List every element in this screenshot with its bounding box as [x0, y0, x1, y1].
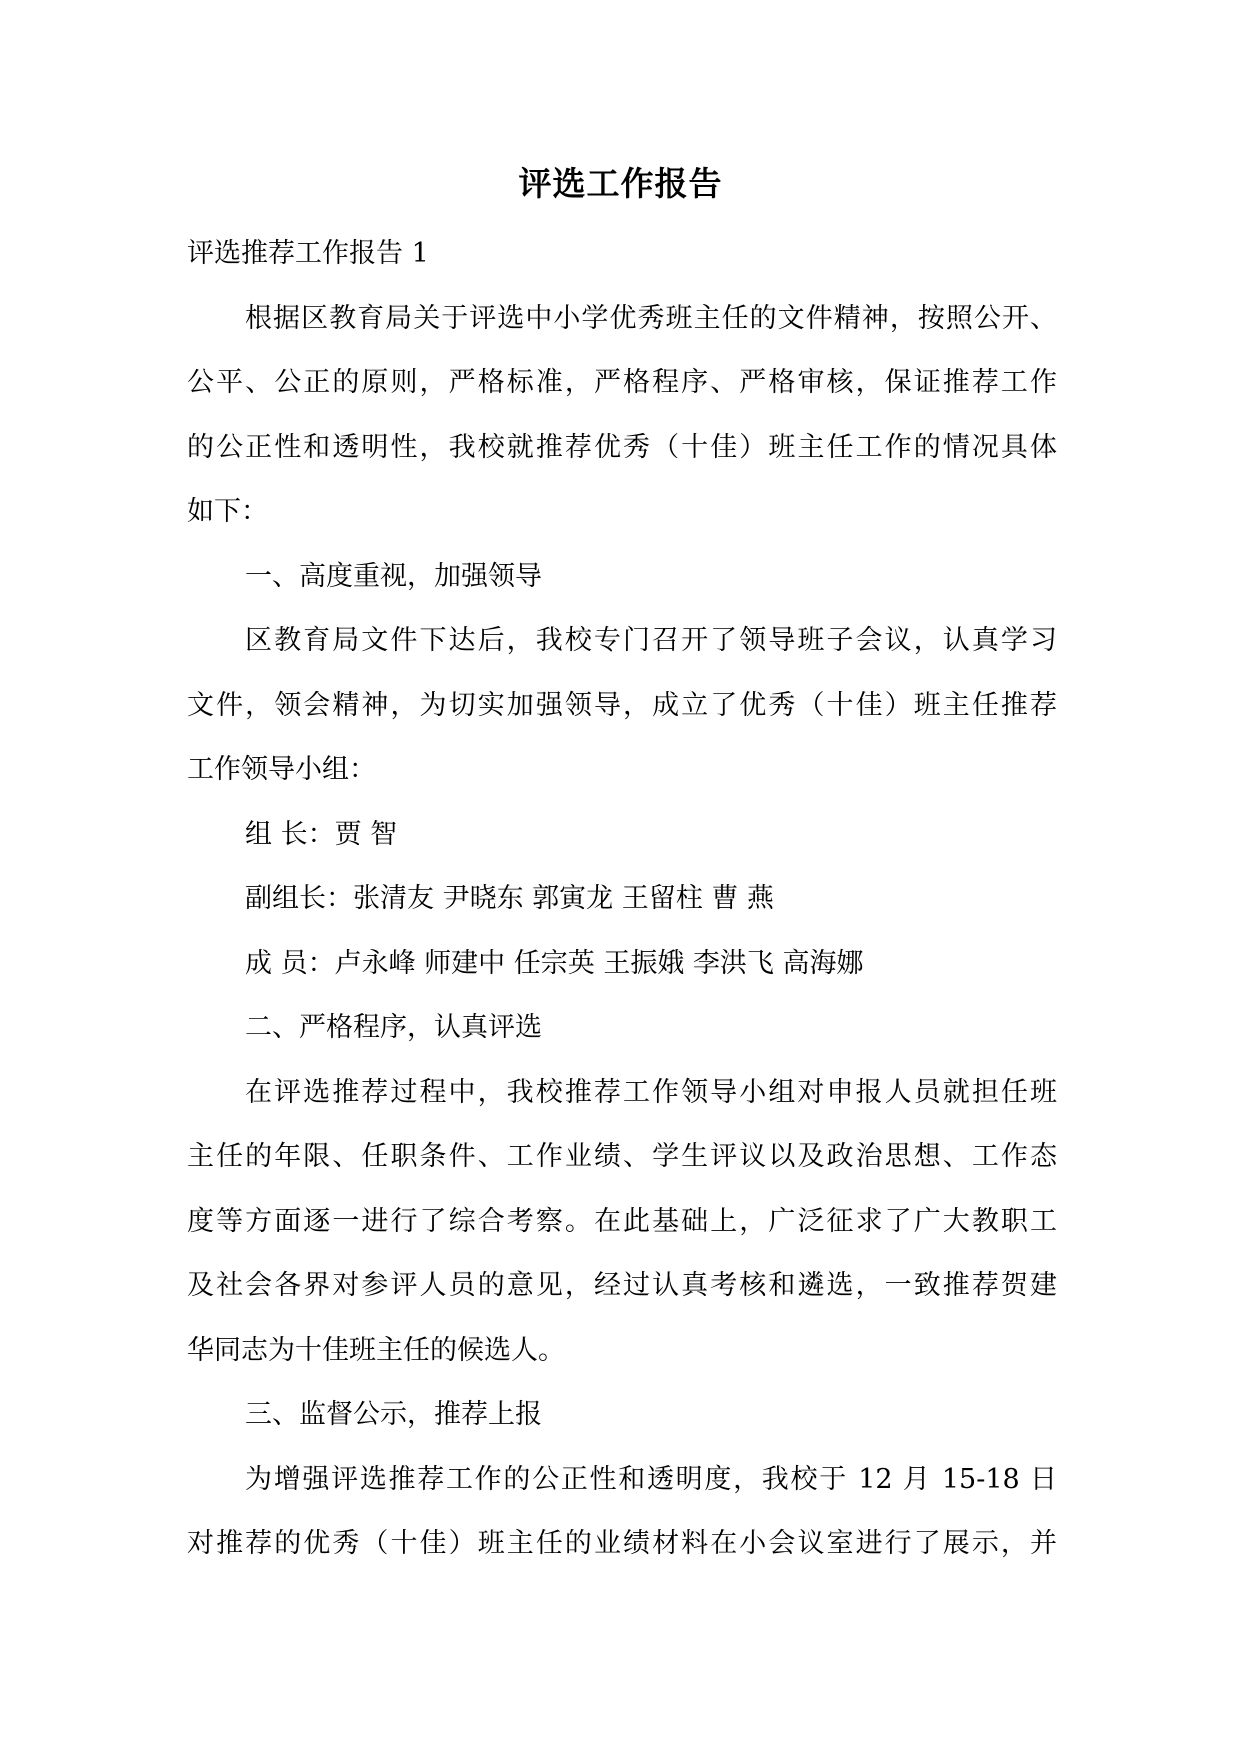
section-heading: 一、高度重视，加强领导 [245, 560, 542, 592]
group-leader-line: 组 长：贾 智 [245, 818, 398, 850]
paragraph-line: 区教育局文件下达后，我校专门召开了领导班子会议，认真学习 [245, 625, 1057, 656]
paragraph-line: 公平、公正的原则，严格标准，严格程序、严格审核，保证推荐工作 [187, 367, 1057, 398]
paragraph-line: 根据区教育局关于评选中小学优秀班主任的文件精神，按照公开、 [245, 302, 1057, 334]
paragraph-line: 为增强评选推荐工作的公正性和透明度，我校于 12 月 15-18 日 [245, 1463, 1057, 1495]
paragraph-line: 如下： [187, 496, 268, 527]
paragraph-line: 在评选推荐过程中，我校推荐工作领导小组对申报人员就担任班 [245, 1076, 1057, 1108]
paragraph-line: 度等方面逐一进行了综合考察。在此基础上，广泛征求了广大教职工 [187, 1205, 1057, 1237]
paragraph-line: 文件，领会精神，为切实加强领导，成立了优秀（十佳）班主任推荐 [187, 689, 1057, 721]
deputy-leaders-line: 副组长：张清友 尹晓东 郭寅龙 王留柱 曹 燕 [245, 883, 774, 914]
section-heading-report-1: 评选推荐工作报告 1 [187, 238, 429, 269]
paragraph-line: 对推荐的优秀（十佳）班主任的业绩材料在小会议室进行了展示，并 [187, 1528, 1057, 1559]
paragraph-line: 的公正性和透明性，我校就推荐优秀（十佳）班主任工作的情况具体 [187, 431, 1057, 463]
paragraph-line: 主任的年限、任职条件、工作业绩、学生评议以及政治思想、工作态 [187, 1141, 1057, 1172]
document-title: 评选工作报告 [518, 164, 723, 203]
paragraph-line: 华同志为十佳班主任的候选人。 [187, 1334, 565, 1366]
document-body [187, 222, 1057, 1577]
paragraph-line: 工作领导小组： [187, 754, 376, 785]
paragraph-line: 及社会各界对参评人员的意见，经过认真考核和遴选，一致推荐贺建 [187, 1270, 1057, 1301]
members-line: 成 员：卢永峰 师建中 任宗英 王振娥 李洪飞 高海娜 [245, 947, 864, 979]
section-heading: 三、监督公示，推荐上报 [245, 1399, 542, 1430]
section-heading: 二、严格程序，认真评选 [245, 1012, 542, 1043]
